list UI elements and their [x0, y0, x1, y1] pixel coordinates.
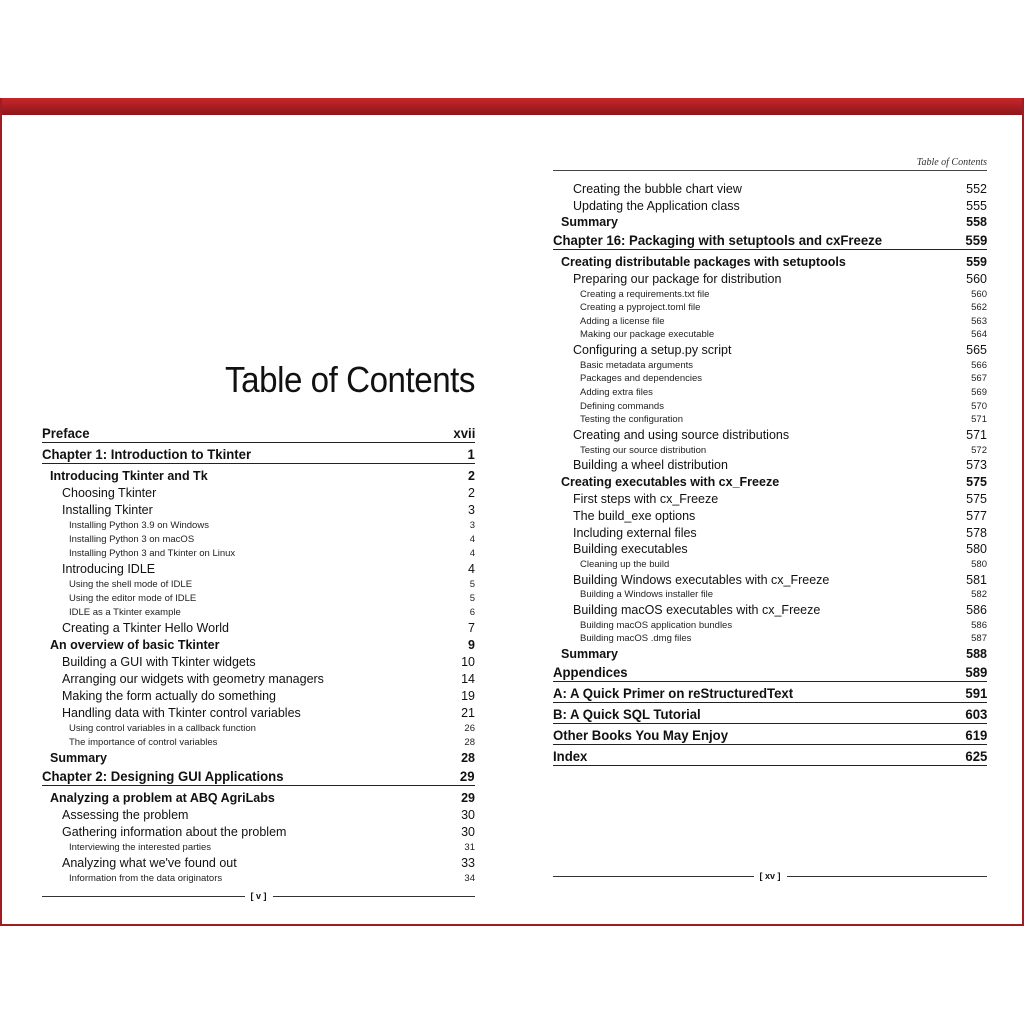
toc-entry-page: 3: [469, 520, 475, 531]
toc-entry-title: Creating a pyproject.toml file: [580, 302, 701, 314]
folio-rule-right: [273, 896, 476, 897]
toc-entry-page: 1: [467, 446, 475, 462]
toc-entry-title: Cleaning up the build: [580, 558, 670, 570]
toc-entry-page: 30: [461, 825, 475, 839]
toc-entry[interactable]: [553, 523, 987, 540]
toc-entry-page: 33: [461, 856, 475, 870]
toc-entry-page: 6: [469, 607, 475, 618]
folio-number: [ xv ]: [759, 871, 781, 881]
toc-entry-page: 559: [965, 232, 987, 249]
toc-entry[interactable]: [553, 663, 987, 682]
toc-entry[interactable]: [42, 822, 475, 839]
toc-title: Table of Contents: [225, 359, 475, 400]
toc-entry[interactable]: [553, 300, 987, 314]
toc-entry[interactable]: [553, 456, 987, 473]
toc-entry-page: 625: [965, 748, 987, 765]
toc-entry-page: 30: [461, 808, 475, 822]
toc-entry-page: 587: [971, 633, 987, 645]
toc-entry-title: Appendices: [553, 664, 628, 681]
toc-entry-page: 4: [469, 534, 475, 545]
toc-entry-title: An overview of basic Tkinter: [50, 638, 220, 652]
toc-entry-page: 575: [966, 475, 987, 490]
toc-entry-title: Building a GUI with Tkinter widgets: [62, 655, 256, 669]
toc-entry-page: 559: [966, 255, 987, 270]
toc-entry-title: Introducing Tkinter and Tk: [50, 469, 208, 483]
toc-entry[interactable]: [553, 340, 987, 357]
toc-entry[interactable]: [42, 734, 475, 748]
toc-entry[interactable]: [553, 472, 987, 489]
toc-entry-page: 555: [966, 198, 987, 213]
toc-entry-page: 571: [966, 427, 987, 442]
folio-rule-left: [553, 876, 754, 877]
toc-entry-title: Creating and using source distributions: [573, 427, 790, 442]
top-red-banner: [2, 98, 1022, 115]
toc-entry[interactable]: [42, 531, 475, 545]
toc-entry-title: Building Windows executables with cx_Freeze: [573, 572, 830, 587]
folio-rule-right: [787, 876, 988, 877]
toc-entry[interactable]: [553, 179, 987, 196]
toc-entry-title: Handling data with Tkinter control variables: [62, 706, 301, 720]
toc-entry-page: 563: [971, 315, 987, 327]
toc-entry[interactable]: [553, 705, 987, 724]
toc-entry[interactable]: [553, 506, 987, 523]
toc-entry-title: Assessing the problem: [62, 808, 189, 822]
toc-entry[interactable]: [42, 500, 475, 517]
toc-entry-title: Using the shell mode of IDLE: [69, 579, 193, 590]
toc-entry-page: 29: [460, 768, 475, 784]
toc-entry[interactable]: [42, 669, 475, 686]
toc-entry-title: Building executables: [573, 542, 688, 557]
toc-entry-title: Chapter 2: Designing GUI Applications: [42, 768, 284, 784]
toc-entry-title: Summary: [561, 215, 618, 230]
toc-entry-title: Chapter 16: Packaging with setuptools and cxFreeze: [553, 232, 883, 249]
toc-entry-page: 566: [971, 359, 987, 371]
book-spread: [0, 98, 1024, 926]
toc-entry-page: 589: [965, 664, 987, 681]
toc-entry-page: 28: [464, 737, 475, 748]
toc-entry[interactable]: [553, 631, 987, 645]
toc-entry[interactable]: [553, 357, 987, 371]
toc-entry[interactable]: [553, 747, 987, 766]
toc-entry-page: 28: [461, 751, 475, 765]
toc-entry[interactable]: [553, 269, 987, 286]
toc-entry-title: Building a wheel distribution: [573, 458, 728, 473]
toc-entry-title: The build_exe options: [573, 508, 696, 523]
toc-entry-title: Testing the configuration: [580, 414, 683, 426]
toc-entry-page: 575: [966, 491, 987, 506]
toc-entry-page: 580: [966, 542, 987, 557]
toc-entry[interactable]: [42, 424, 475, 443]
toc-entry-page: 582: [971, 589, 987, 601]
toc-entry-title: Summary: [50, 751, 107, 765]
toc-entry-page: 560: [971, 288, 987, 300]
toc-entry-page: 4: [468, 562, 475, 576]
toc-entry-page: 2: [468, 469, 475, 483]
toc-entry-title: Defining commands: [580, 400, 664, 412]
toc-entry-title: Information from the data originators: [69, 873, 223, 884]
toc-entry-page: 19: [461, 689, 475, 703]
toc-entry-page: 564: [971, 329, 987, 341]
toc-entry-page: 586: [966, 603, 987, 618]
toc-entry-page: 570: [971, 400, 987, 412]
toc-entry-page: 588: [966, 647, 987, 662]
toc-entry-title: Arranging our widgets with geometry managers: [62, 672, 324, 686]
toc-entry-page: 34: [464, 873, 475, 884]
toc-entry-page: 581: [966, 572, 987, 587]
toc-entry[interactable]: [42, 545, 475, 559]
toc-entry-page: 558: [966, 215, 987, 230]
toc-entry[interactable]: [42, 839, 475, 853]
toc-entry-title: Choosing Tkinter: [62, 486, 157, 500]
toc-entry[interactable]: [42, 870, 475, 884]
toc-entry-page: 569: [971, 386, 987, 398]
toc-entry[interactable]: [553, 442, 987, 456]
toc-entry-title: Summary: [561, 647, 618, 662]
toc-entry-title: Other Books You May Enjoy: [553, 727, 729, 744]
toc-entry-page: 31: [464, 842, 475, 853]
toc-entry[interactable]: [553, 398, 987, 412]
toc-entry[interactable]: [553, 213, 987, 230]
toc-entry[interactable]: [553, 231, 987, 250]
toc-entry[interactable]: [42, 767, 475, 786]
left-folio: [42, 891, 475, 901]
toc-entry[interactable]: [553, 570, 987, 587]
toc-entry-title: B: A Quick SQL Tutorial: [553, 706, 701, 723]
toc-entry-page: 562: [971, 302, 987, 314]
toc-entry-title: Using control variables in a callback function: [69, 723, 256, 734]
toc-entry[interactable]: [553, 556, 987, 570]
toc-entry-title: Interviewing the interested parties: [69, 842, 212, 853]
toc-entry-title: Packages and dependencies: [580, 373, 703, 385]
toc-entry-page: 603: [965, 706, 987, 723]
toc-entry-title: First steps with cx_Freeze: [573, 491, 719, 506]
toc-entry-page: 14: [461, 672, 475, 686]
toc-entry-page: 560: [966, 271, 987, 286]
toc-entry[interactable]: [553, 684, 987, 703]
toc-entry[interactable]: [42, 853, 475, 870]
toc-entry-title: Index: [553, 748, 588, 765]
toc-entry[interactable]: [553, 313, 987, 327]
toc-entry[interactable]: [42, 483, 475, 500]
left-toc-list: [42, 422, 475, 884]
toc-entry[interactable]: [42, 720, 475, 734]
toc-entry-title: Chapter 1: Introduction to Tkinter: [42, 446, 252, 462]
toc-entry[interactable]: [553, 587, 987, 601]
toc-entry-title: Preface: [42, 425, 90, 441]
toc-entry-title: Installing Python 3 and Tkinter on Linux: [69, 548, 236, 559]
toc-entry-page: 2: [468, 486, 475, 500]
toc-entry-title: Analyzing a problem at ABQ AgriLabs: [50, 791, 275, 805]
toc-entry-title: Creating distributable packages with setuptools: [561, 255, 846, 270]
toc-entry-page: 578: [966, 525, 987, 540]
toc-entry[interactable]: [553, 644, 987, 661]
toc-entry[interactable]: [553, 371, 987, 385]
toc-entry-page: 552: [966, 181, 987, 196]
right-folio: [553, 871, 987, 881]
toc-entry[interactable]: [42, 618, 475, 635]
toc-entry-page: 4: [469, 548, 475, 559]
toc-entry[interactable]: [553, 384, 987, 398]
toc-entry-title: Making the form actually do something: [62, 689, 276, 703]
toc-entry[interactable]: [42, 466, 475, 483]
toc-entry-title: Creating executables with cx_Freeze: [561, 475, 780, 490]
toc-entry-title: Creating the bubble chart view: [573, 181, 742, 196]
toc-entry-title: Building macOS .dmg files: [580, 633, 692, 645]
toc-entry-title: Installing Tkinter: [62, 503, 153, 517]
toc-entry-page: 29: [461, 791, 475, 805]
toc-entry-page: 3: [468, 503, 475, 517]
toc-entry[interactable]: [42, 576, 475, 590]
toc-entry[interactable]: [553, 196, 987, 213]
toc-entry[interactable]: [553, 286, 987, 300]
toc-entry-title: Analyzing what we've found out: [62, 856, 237, 870]
toc-entry[interactable]: [553, 425, 987, 442]
toc-entry-title: Introducing IDLE: [62, 562, 156, 576]
toc-entry-title: Creating a requirements.txt file: [580, 288, 710, 300]
folio-rule-left: [42, 896, 245, 897]
toc-entry[interactable]: [553, 600, 987, 617]
toc-entry[interactable]: [42, 686, 475, 703]
toc-entry-title: Including external files: [573, 525, 697, 540]
toc-entry-page: 565: [966, 343, 987, 358]
toc-entry-title: Installing Python 3 on macOS: [69, 534, 195, 545]
toc-entry-title: Updating the Application class: [573, 198, 740, 213]
toc-entry-title: Configuring a setup.py script: [573, 343, 732, 358]
toc-entry-page: 591: [965, 685, 987, 702]
toc-entry[interactable]: [42, 805, 475, 822]
toc-entry[interactable]: [553, 252, 987, 269]
toc-entry-title: Installing Python 3.9 on Windows: [69, 520, 209, 531]
toc-entry-page: 586: [971, 619, 987, 631]
toc-entry-page: 9: [468, 638, 475, 652]
running-head: Table of Contents: [916, 157, 987, 168]
toc-entry-page: 10: [461, 655, 475, 669]
toc-entry[interactable]: [553, 617, 987, 631]
toc-entry-page: 567: [971, 373, 987, 385]
toc-entry[interactable]: [42, 517, 475, 531]
toc-entry-page: 572: [971, 444, 987, 456]
toc-entry-title: Creating a Tkinter Hello World: [62, 621, 229, 635]
toc-entry-title: Preparing our package for distribution: [573, 271, 782, 286]
right-toc-list: [553, 179, 987, 768]
toc-entry[interactable]: [42, 559, 475, 576]
toc-entry-title: IDLE as a Tkinter example: [69, 607, 181, 618]
toc-entry-title: Building a Windows installer file: [580, 589, 714, 601]
toc-entry-page: 571: [971, 414, 987, 426]
toc-entry-page: xvii: [453, 425, 475, 441]
toc-entry-page: 5: [469, 593, 475, 604]
toc-entry-page: 573: [966, 458, 987, 473]
toc-entry[interactable]: [42, 652, 475, 669]
toc-entry[interactable]: [553, 327, 987, 341]
toc-entry-title: Gathering information about the problem: [62, 825, 287, 839]
toc-entry-title: A: A Quick Primer on reStructuredText: [553, 685, 794, 702]
toc-entry-title: Adding extra files: [580, 386, 653, 398]
toc-entry[interactable]: [42, 703, 475, 720]
toc-entry-page: 26: [464, 723, 475, 734]
toc-entry[interactable]: [553, 540, 987, 557]
toc-entry-title: Adding a license file: [580, 315, 665, 327]
toc-entry[interactable]: [42, 445, 475, 464]
toc-entry-page: 577: [966, 508, 987, 523]
toc-entry-page: 7: [468, 621, 475, 635]
folio-number: [ v ]: [250, 891, 267, 901]
toc-entry[interactable]: [42, 590, 475, 604]
toc-entry[interactable]: [42, 788, 475, 805]
toc-entry[interactable]: [42, 748, 475, 765]
toc-entry-title: Building macOS executables with cx_Freeze: [573, 603, 821, 618]
toc-entry-title: The importance of control variables: [69, 737, 218, 748]
toc-entry[interactable]: [553, 726, 987, 745]
toc-entry[interactable]: [42, 635, 475, 652]
toc-entry-title: Making our package executable: [580, 329, 715, 341]
toc-entry-title: Using the editor mode of IDLE: [69, 593, 197, 604]
toc-entry-title: Basic metadata arguments: [580, 359, 694, 371]
toc-entry[interactable]: [42, 604, 475, 618]
toc-entry-page: 580: [971, 558, 987, 570]
toc-entry-page: 21: [461, 706, 475, 720]
running-head-rule: [553, 170, 987, 171]
toc-entry[interactable]: [553, 489, 987, 506]
toc-entry-page: 619: [965, 727, 987, 744]
toc-entry-page: 5: [469, 579, 475, 590]
toc-entry[interactable]: [553, 412, 987, 426]
toc-entry-title: Building macOS application bundles: [580, 619, 733, 631]
toc-entry-title: Testing our source distribution: [580, 444, 707, 456]
